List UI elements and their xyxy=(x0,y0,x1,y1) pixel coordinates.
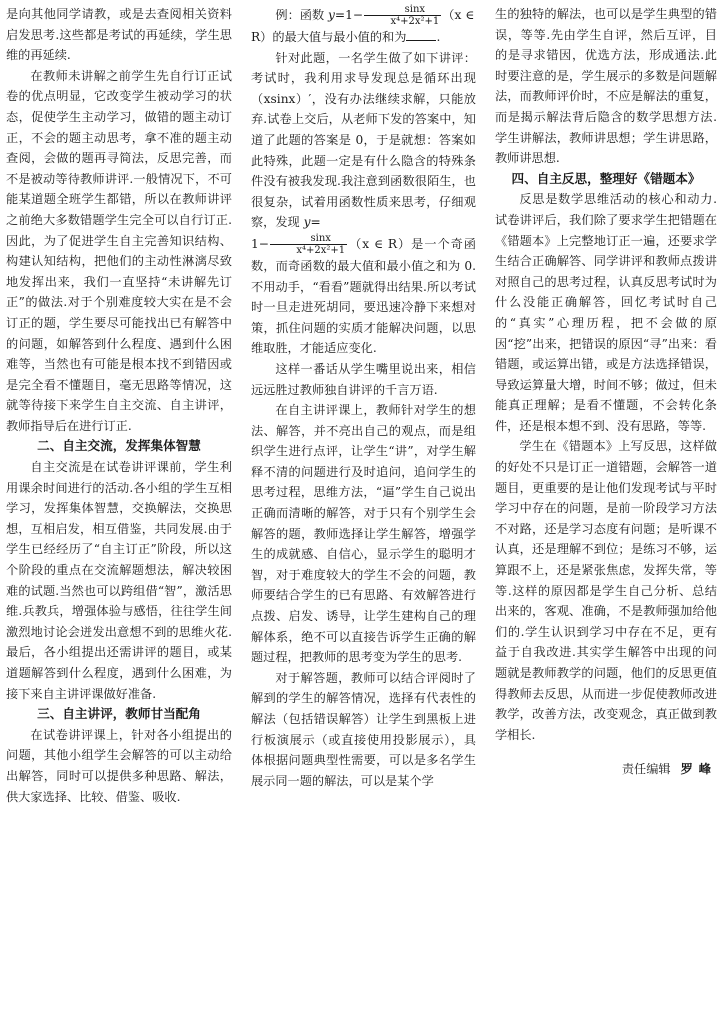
paragraph: 对于解答题，教师可以结合评阅时了解到的学生的解答情况，选择有代表性的解法（包括错误解答）让学生到黑板上进行板演展示（或直接使用投影展示），具体根据问题典型性需要，可以是多名学生展示同一题的解法，可以是某个学 xyxy=(251,670,476,788)
section-heading-2: 二、自主交流，发挥集体智慧 xyxy=(37,438,201,454)
paragraph: 在自主讲评课上，教师针对学生的想法、解答，并不亮出自己的观点，而是组织学生进行点评，让学生“讲”，对学生解释不清的问题进行及时追问，追问学生的思考过程，思维方法，“逼”学生自己说出正确而清晰的解答，对于只有个别学生会解答的题，教师选择让学生解答，增强学生的成就感、自信心，显示学生的聪明才智，对于难度较大的学生不会的问题，教师要结合学生的已有思路、有效解答进行点拨、启发、诱导，让学生建构自己的理解体系，绝不可以直接告诉学生正确的解题过程，把教师的思考变为学生的思考. xyxy=(251,403,476,665)
paragraph: 在教师未讲解之前学生先自行订正试卷的优点明显，它改变学生被动学习的状态，促使学生主动学习，做错的题主动订正，不会的题主动思考，拿不准的题主动查阅，会做的题再寻简法，反思完善，而不是被动等待教师讲评.一般情况下，不可能某道题全班学生都错，所以在教师讲评之前绝大多数错题学生完全可以自行订正.因此，为了促进学生自主完善知识结构、构建认知结构，把他们的主动性淋漓尽致地发挥出来，我们一直坚持“未讲解先订正”的做法.对于个别难度较大实在是不会订正的题，学生要尽可能找出已有解答中的问题，如解答到什么程度、遇到什么困难等，当然也有可能是根本找不到错因或是完全看不懂题目，毫无思路等情况，这就等待接下来学生自主交流、自主讲评，教师指导后在进行订正. xyxy=(6,68,232,433)
column-middle xyxy=(251,4,476,1023)
fraction xyxy=(270,233,347,256)
paragraph: 这样一番话从学生嘴里说出来，相信远远胜过教师独自讲评的千言万语. xyxy=(251,361,476,397)
math-text: . xyxy=(436,30,441,44)
fraction-denominator: x⁴+2x²+1 xyxy=(390,16,440,27)
fraction-numerator: sinx xyxy=(270,233,347,245)
math-text: R）的最大值与最小值的和为 xyxy=(251,30,407,44)
math-text: =1− xyxy=(334,8,364,22)
math-text: 1− xyxy=(251,236,269,251)
paragraph xyxy=(251,48,476,359)
math-text: = xyxy=(310,215,321,230)
column-left xyxy=(6,4,232,1023)
fraction-denominator: x⁴+2x²+1 xyxy=(296,244,346,256)
math-var: y xyxy=(303,215,311,230)
paragraph: 自主交流是在试卷讲评课前，学生利用课余时间进行的活动.各小组的学生互相学习，发挥集体智慧，交换解法，交换思想，互相启发，相互借鉴，共同发展.由于学生已经经历了“自主订正”阶段，所以这个阶段的重点在交流解题想法，解决较困难的试题.当然也可以跨组借“智”，激活思维.兵教兵，增强体验与感悟，往往学生间激烈地讨论会迸发出意想不到的思维火花.最后，各小组提出还需讲评的题目，或某道题解答到什么程度，遇到什么困难，为接下来自主讲评课做好准备. xyxy=(6,460,232,701)
paragraph: 反思是数学思维活动的核心和动力.试卷讲评后，我们除了要求学生把错题在《错题本》上完整地订正一遍，还要求学生结合正确解答、同学讲评和教师点拨讲对照自己的思考过程，认真反思考试时为什么没能正确解答，回忆考试时自己的“真实”心理历程，把不会做的原因“挖”出来，把错误的原因“寻”出来：看错题，或运算出错，或是方法选择错误，导致运算量大增，时间不够；做过，但未能真正理解；是看不懂题，不会转化条件，还是根本想不到、没有思路，等等. xyxy=(495,192,717,433)
paragraph-text: （x ∈ R）是一个奇函数，而奇函数的最大值和最小值之和为 0.不用动手，“看看”题就得出结果.所以考试时一旦走进死胡同，要迅速冷静下来想对策，抓住问题的实质才能解决问题，以思维取胜，才能适应变化. xyxy=(251,236,476,356)
answer-blank xyxy=(406,28,436,41)
editor-label: 责任编辑 xyxy=(621,762,671,777)
paragraph: 生的独特的解法，也可以是学生典型的错误，等等.先由学生自评，然后互评，目的是寻求错因，优选方法，形成通法.此时要注意的是，学生展示的多数是问题解法，而教师评价时，不应是解法的重复，而是揭示解法背后隐含的数学思想方法.学生讲解法，教师讲思想；学生讲思路，教师讲思想. xyxy=(495,7,717,166)
paragraph: 在试卷讲评课上，针对各小组提出的问题，其他小组学生会解答的可以主动给出解答，同时可以提供多种思路、解法，供大家选择、比较、借鉴、吸收. xyxy=(6,727,232,804)
paragraph-text: 针对此题，一名学生做了如下讲评：考试时，我利用求导发现总是循环出现（xsinx）′，没有办法继续求解，只能放弃.试卷上交后，从老师下发的答案中，知道了此题的答案是 0，于是就想：答案如此特殊，此题一定是有什么隐含的特殊条件没有被我发现.我注意到函数很陌生，也很复杂，试着用函数性质来思考，仔细观察，发现 xyxy=(251,50,476,230)
math-text: （x ∈ xyxy=(442,8,475,22)
editor-name: 罗峰 xyxy=(680,762,717,777)
fraction xyxy=(364,4,441,27)
paragraph: 是向其他同学请教，或是去查阅相关资料启发思考.这些都是考试的再延续，学生思维的再延续. xyxy=(6,7,232,63)
paragraph: 学生在《错题本》上写反思，这样做的好处不只是订正一道错题，会解答一道题目，更重要的是让他们发现考试与平时学习中存在的问题，是前一阶段学习方法不对路，还是学习态度有问题；是听课不认真，还是理解不到位；是练习不够，运算跟不上，还是紧张焦虑，发挥失常，等等.这样的原因都是学生自己分析、总结出来的，客观、准确，不是教师强加给他们的.学生认识到学习中存在不足，更有益于自我改进.其实学生解答中出现的问题就是教师教学的问题，他们的反思更值得教师去反思，从而进一步促使教师改进教学，改善方法，改变观念，真正做到教学相长. xyxy=(495,439,717,742)
example-label: 例：函数 xyxy=(275,8,329,22)
example-problem xyxy=(251,4,476,48)
column-right xyxy=(495,4,717,1023)
section-heading-3: 三、自主讲评，教师甘当配角 xyxy=(37,706,201,722)
editor-credit xyxy=(495,759,717,780)
section-heading-4: 四、自主反思，整理好《错题本》 xyxy=(511,170,701,186)
fraction-numerator: sinx xyxy=(364,4,441,16)
math-var: y xyxy=(328,8,335,22)
